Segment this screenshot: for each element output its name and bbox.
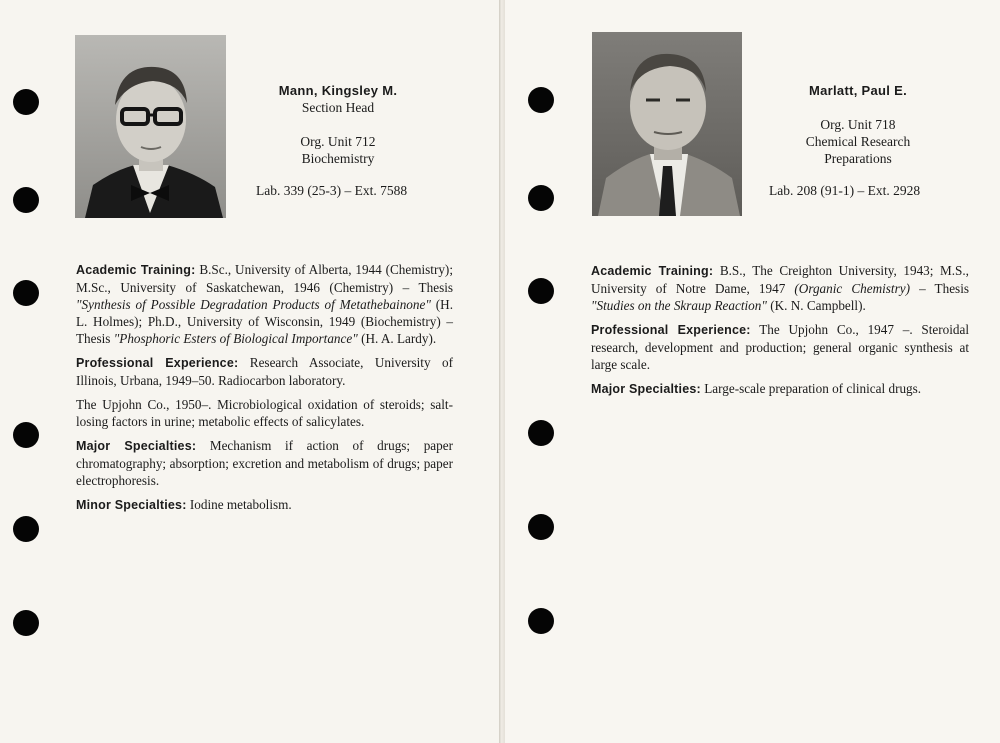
employment-upjohn: The Upjohn Co., 1950–. Microbiological oxidation of steroids; salt-losing factors in urine; metabolic effects of salicylates. (76, 397, 453, 429)
portrait-photo-marlatt (592, 32, 742, 216)
section-label: Academic Training: (591, 264, 714, 278)
lab-extension: Lab. 208 (91-1) – Ext. 2928 (769, 183, 921, 198)
minor-specialties (76, 496, 453, 514)
text-run: (K. N. Campbell). (766, 298, 866, 313)
binder-hole (528, 185, 554, 211)
field-of-study: (Organic Chemistry) (794, 281, 910, 296)
job-title: Section Head (301, 100, 375, 115)
department-continued: Preparations (824, 151, 892, 166)
org-unit: Org. Unit 712 (300, 134, 376, 149)
section-label: Academic Training: (76, 263, 196, 277)
academic-training (591, 262, 969, 314)
org-unit: Org. Unit 718 (820, 117, 896, 132)
section-label: Professional Experience: (76, 356, 239, 370)
text-run: – Thesis (909, 281, 969, 296)
binder-hole (13, 89, 39, 115)
binder-hole (13, 516, 39, 542)
binder-hole (528, 608, 554, 634)
text-run: Iodine metabolism. (186, 497, 292, 512)
text-run: Mechanism if action of drugs; paper chromatography; absorption; excretion and metabolism of drugs; paper electrophoresis. (76, 438, 453, 488)
binder-hole (528, 420, 554, 446)
major-specialties (76, 437, 453, 489)
academic-training (76, 261, 453, 347)
department: Biochemistry (301, 151, 375, 166)
professional-experience (76, 354, 453, 389)
text-run: (H. L. Holmes); Ph.D., University of Wisconsin, 1949 (Biochemistry) – Thesis (76, 297, 453, 346)
section-label: Major Specialties: (591, 382, 701, 396)
professional-experience (591, 321, 969, 373)
portrait-photo-mann (75, 35, 226, 218)
binder-hole (528, 514, 554, 540)
department: Chemical Research (805, 134, 911, 149)
thesis-title: "Synthesis of Possible Degradation Products of Metathebainone" (76, 297, 431, 312)
section-label: Professional Experience: (591, 323, 751, 337)
text-run: Research Associate, University of Illinois, Urbana, 1949–50. Radiocarbon laboratory. (76, 355, 453, 388)
header-block-mann (240, 82, 436, 167)
text-run: B.S., The Creighton University, 1943; M.S., University of Notre Dame, 1947 (591, 263, 969, 296)
header-block-marlatt (760, 82, 956, 167)
right-page (505, 0, 1000, 743)
text-run: (H. A. Lardy). (357, 331, 437, 346)
binder-hole (528, 87, 554, 113)
section-label: Minor Specialties: (76, 498, 187, 512)
text-run: The Upjohn Co., 1947 –. Steroidal research, development and production; general organic synthesis at large scale. (591, 322, 970, 372)
thesis-title: "Studies on the Skraup Reaction" (591, 298, 767, 313)
biography-mann (76, 261, 453, 521)
section-label: Major Specialties: (76, 439, 197, 453)
person-name: Mann, Kingsley M. (278, 83, 398, 98)
major-specialties (591, 380, 969, 398)
person-name: Marlatt, Paul E. (809, 83, 907, 98)
thesis-title: "Phosphoric Esters of Biological Importance" (113, 331, 358, 346)
binder-hole (13, 422, 39, 448)
binder-hole (528, 278, 554, 304)
text-run: B.Sc., University of Alberta, 1944 (Chemistry); M.Sc., University of Saskatchewan, 1946 (Chemistry) – Thesis (76, 262, 453, 295)
binder-hole (13, 610, 39, 636)
binder-hole (13, 280, 39, 306)
biography-marlatt (591, 262, 969, 405)
lab-extension: Lab. 339 (25-3) – Ext. 7588 (256, 183, 408, 198)
text-run: Large-scale preparation of clinical drugs. (700, 381, 922, 396)
binder-hole (13, 187, 39, 213)
